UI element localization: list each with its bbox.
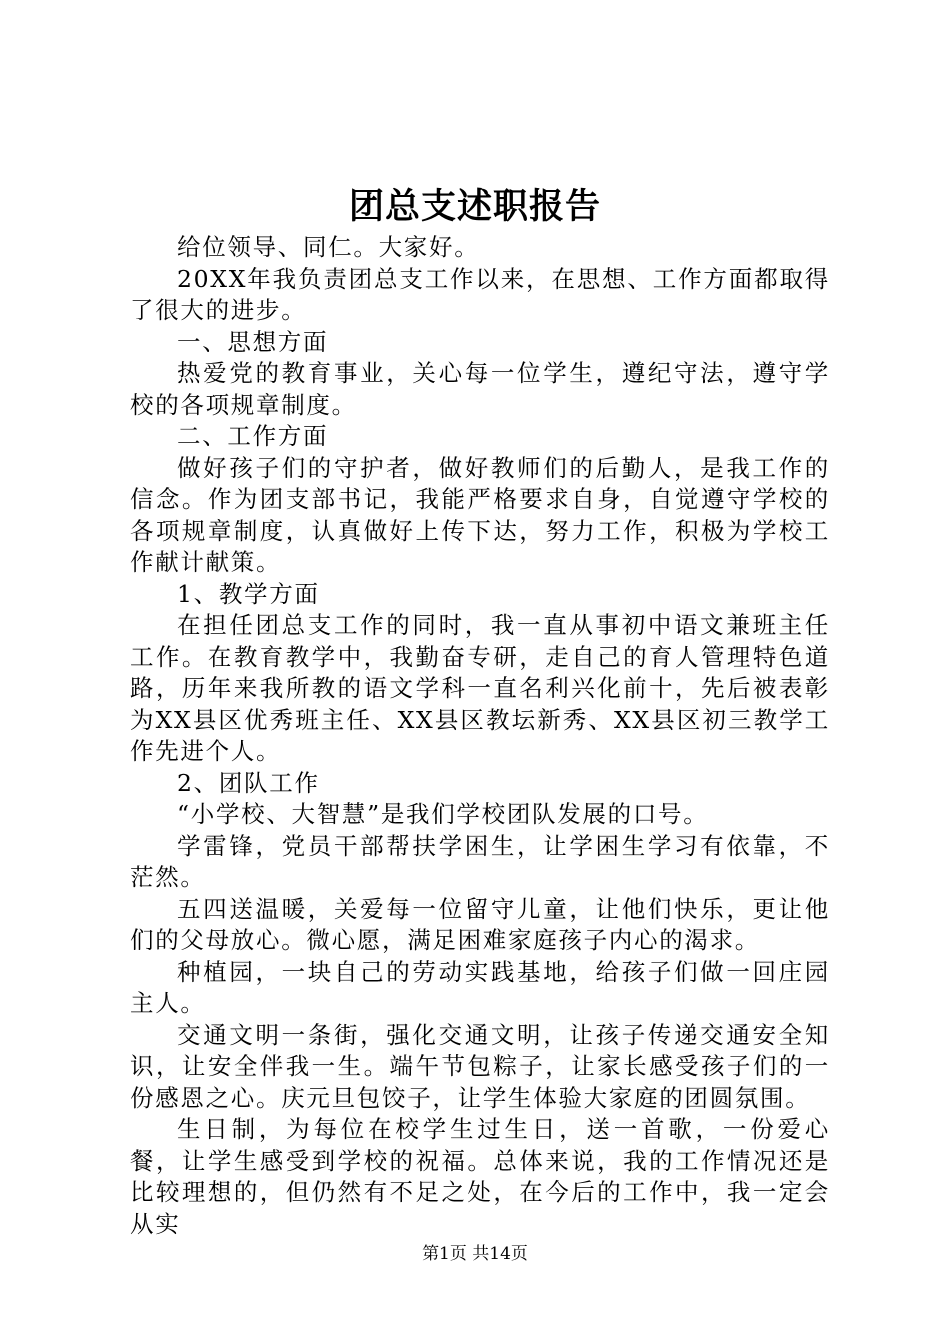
page-number-footer: 第1页 共14页 — [422, 1244, 528, 1264]
paragraph: 给位领导、同仁。大家好。 — [177, 233, 480, 261]
paragraph: “小学校、大智慧”是我们学校团队发展的口号。 — [177, 800, 709, 828]
paragraph: 学雷锋，党员干部帮扶学困生，让学困生学习有依靠，不茫然。 — [130, 831, 830, 891]
section-heading: 一、思想方面 — [177, 327, 329, 356]
paragraph: 20XX年我负责团总支工作以来，在思想、工作方面都取得了很大的进步。 — [130, 264, 830, 324]
section-heading: 二、工作方面 — [177, 422, 329, 450]
subsection-heading: 1、教学方面 — [177, 579, 320, 608]
subsection-heading: 2、团队工作 — [177, 768, 320, 797]
document-body — [130, 232, 830, 1240]
paragraph: 在担任团总支工作的同时，我一直从事初中语文兼班主任工作。在教育教学中，我勤奋专研，走自己的育人管理特色道路，历年来我所教的语文学科一直名利兴化前十，先后被表彰为XX县区优秀班主任、XX县区教坛新秀、XX县区初三教学工作先进个人。 — [130, 611, 830, 765]
document-title: 团总支述职报告 — [348, 186, 601, 227]
paragraph: 做好孩子们的守护者，做好教师们的后勤人，是我工作的信念。作为团支部书记，我能严格要求自身，自觉遵守学校的各项规章制度，认真做好上传下达，努力工作，积极为学校工作献计献策。 — [130, 453, 830, 576]
paragraph: 热爱党的教育事业，关心每一位学生，遵纪守法，遵守学校的各项规章制度。 — [130, 359, 830, 419]
paragraph: 交通文明一条街，强化交通文明，让孩子传递交通安全知识，让安全伴我一生。端午节包粽子，让家长感受孩子们的一份感恩之心。庆元旦包饺子，让学生体验大家庭的团圆氛围。 — [130, 1020, 830, 1112]
paragraph: 五四送温暖，关爱每一位留守儿童，让他们快乐，更让他们的父母放心。微心愿，满足困难家庭孩子内心的渴求。 — [130, 894, 830, 954]
paragraph: 种植园，一块自己的劳动实践基地，给孩子们做一回庄园主人。 — [130, 957, 830, 1017]
paragraph: 生日制，为每位在校学生过生日，送一首歌，一份爱心餐，让学生感受到学校的祝福。总体来说，我的工作情况还是比较理想的，但仍然有不足之处，在今后的工作中，我一定会从实 — [130, 1115, 830, 1238]
